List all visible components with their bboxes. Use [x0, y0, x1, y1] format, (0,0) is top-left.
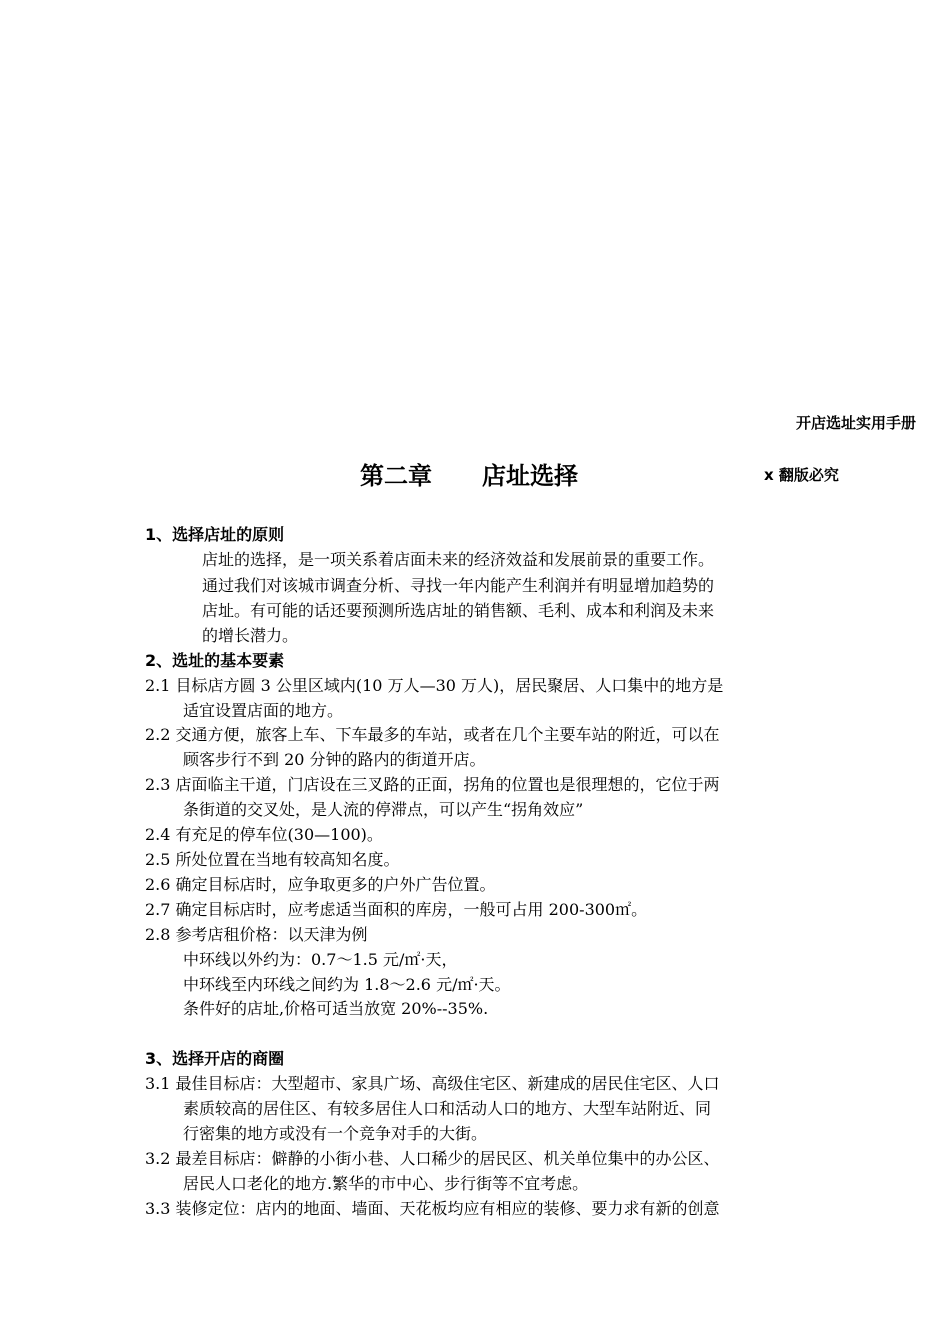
section-heading: 2、选址的基本要素 — [145, 651, 285, 670]
chapter-title: 店址选择 — [482, 462, 578, 490]
paragraph-line: 店址的选择，是一项关系着店面未来的经济效益和发展前景的重要工作。 — [202, 550, 715, 569]
list-item-continuation: 中环线以外约为：0.7～1.5 元/㎡·天， — [183, 950, 458, 969]
list-item-continuation: 中环线至内环线之间约为 1.8～2.6 元/㎡·天。 — [183, 975, 511, 994]
section-heading: 3、选择开店的商圈 — [145, 1049, 285, 1068]
list-item: 2.7 确定目标店时，应考虑适当面积的库房，一般可占用 200-300㎡。 — [145, 900, 648, 919]
section-heading: 1、选择店址的原则 — [145, 525, 285, 544]
list-item: 2.2 交通方便，旅客上车、下车最多的车站，或者在几个主要车站的附近，可以在 — [145, 725, 720, 744]
copyright-notice: x 翻版必究 — [764, 466, 839, 484]
header-title: 开店选址实用手册 — [795, 414, 916, 432]
list-item: 2.8 参考店租价格：以天津为例 — [145, 925, 368, 944]
list-item-continuation: 条件好的店址,价格可适当放宽 20%--35%. — [183, 999, 489, 1018]
paragraph-line: 店址。有可能的话还要预测所选店址的销售额、毛利、成本和利润及未来 — [202, 601, 715, 620]
list-item: 3.2 最差目标店：僻静的小街小巷、人口稀少的居民区、机关单位集中的办公区、 — [145, 1149, 720, 1168]
list-item-continuation: 条街道的交叉处，是人流的停滞点，可以产生“拐角效应” — [183, 800, 584, 819]
list-item: 2.1 目标店方圆 3 公里区域内(10 万人—30 万人)，居民聚居、人口集中的地方是 — [145, 676, 724, 695]
chapter-heading — [360, 456, 578, 491]
list-item: 2.3 店面临主干道，门店设在三叉路的正面，拐角的位置也是很理想的，它位于两 — [145, 775, 720, 794]
list-item: 2.6 确定目标店时，应争取更多的户外广告位置。 — [145, 875, 496, 894]
list-item-continuation: 行密集的地方或没有一个竞争对手的大街。 — [183, 1124, 488, 1143]
list-item: 2.4 有充足的停车位(30—100)。 — [145, 825, 383, 844]
paragraph-line: 通过我们对该城市调查分析、寻找一年内能产生利润并有明显增加趋势的 — [202, 576, 715, 595]
list-item: 2.5 所处位置在当地有较高知名度。 — [145, 850, 400, 869]
list-item-continuation: 顾客步行不到 20 分钟的路内的街道开店。 — [183, 750, 486, 769]
list-item: 3.1 最佳目标店：大型超市、家具广场、高级住宅区、新建成的居民住宅区、人口 — [145, 1074, 720, 1093]
list-item-continuation: 素质较高的居住区、有较多居住人口和活动人口的地方、大型车站附近、同 — [183, 1099, 712, 1118]
paragraph-line: 的增长潜力。 — [202, 626, 299, 645]
list-item-continuation: 居民人口老化的地方.繁华的市中心、步行街等不宜考虑。 — [183, 1174, 589, 1193]
list-item: 3.3 装修定位：店内的地面、墙面、天花板均应有相应的装修、要力求有新的创意 — [145, 1199, 720, 1218]
chapter-number: 第二章 — [360, 462, 432, 490]
list-item-continuation: 适宜设置店面的地方。 — [183, 701, 344, 720]
